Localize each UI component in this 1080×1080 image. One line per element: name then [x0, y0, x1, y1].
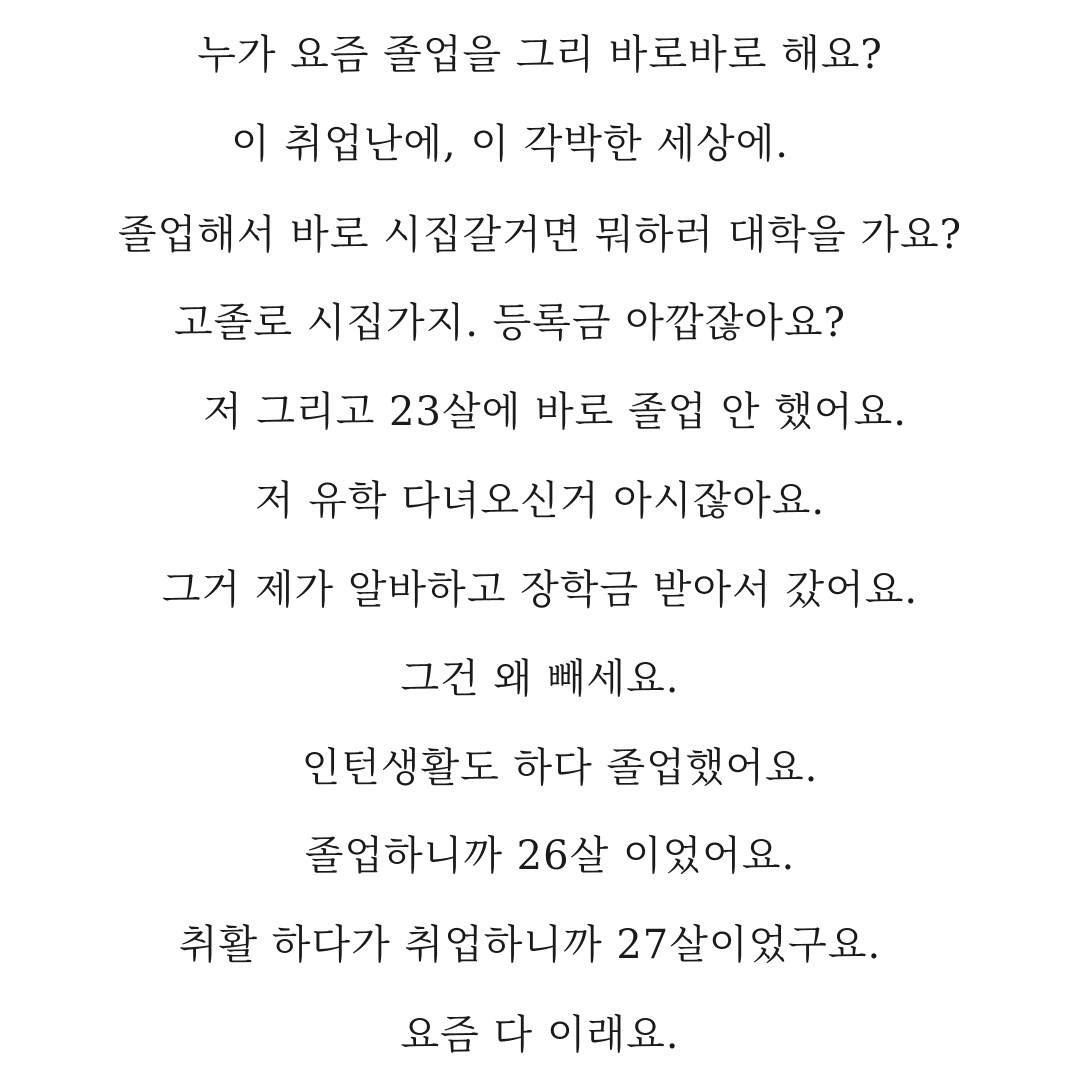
text-line: 저 그리고 23살에 바로 졸업 안 했어요. — [203, 389, 907, 435]
text-line: 인턴생활도 하다 졸업했어요. — [301, 745, 819, 791]
text-line: 졸업해서 바로 시집갈거면 뭐하러 대학을 가요? — [117, 212, 963, 258]
text-line: 그건 왜 빼세요. — [400, 656, 680, 702]
text-line: 저 유학 다녀오신거 아시잖아요. — [254, 478, 826, 524]
text-line: 그거 제가 알바하고 장학금 받아서 갔어요. — [161, 567, 919, 613]
text-line: 졸업하니까 26살 이었어요. — [304, 833, 796, 879]
text-line: 이 취업난에, 이 각박한 세상에. — [231, 121, 789, 167]
text-line: 고졸로 시집가지. 등록금 아깝잖아요? — [174, 300, 846, 346]
text-line: 요즘 다 이래요. — [400, 1012, 680, 1058]
text-line: 취활 하다가 취업하니까 27살이었구요. — [178, 922, 882, 968]
text-line: 누가 요즘 졸업을 그리 바로바로 해요? — [197, 32, 883, 78]
